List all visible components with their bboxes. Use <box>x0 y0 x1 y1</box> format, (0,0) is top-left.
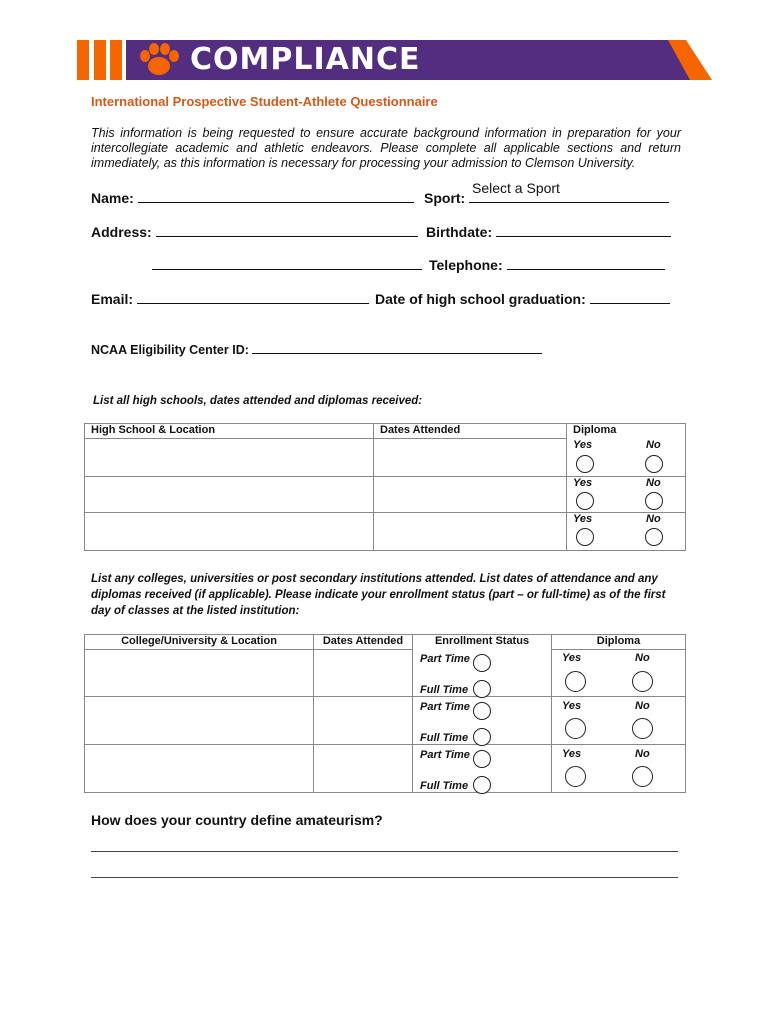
full-time-radio[interactable] <box>473 680 491 698</box>
diploma-no-radio[interactable] <box>632 766 653 787</box>
full-time-label: Full Time <box>420 732 469 744</box>
name-field[interactable] <box>138 190 414 203</box>
graduation-label: Date of high school graduation: <box>375 291 586 307</box>
address-row <box>91 224 418 240</box>
part-time-radio[interactable] <box>473 654 491 672</box>
intro-paragraph: This information is being requested to ensure accurate background information in preparation for your intercollegiate academic and athletic endeavors. Please complete all applicable sections and return immediately, as this information is necessary for processing your admission to Clemson University. <box>91 126 681 170</box>
college-table <box>84 634 686 793</box>
full-time-radio[interactable] <box>473 728 491 746</box>
yes-label: Yes <box>562 652 582 664</box>
address-label: Address: <box>91 224 152 240</box>
part-time-label: Part Time <box>420 701 470 713</box>
yes-label: Yes <box>562 748 582 760</box>
column-header: Enrollment Status <box>413 635 552 650</box>
yes-label: Yes <box>562 700 582 712</box>
diploma-yes-radio[interactable] <box>565 671 586 692</box>
form-title: International Prospective Student-Athlete Questionnaire <box>91 94 438 109</box>
header-stripe-3 <box>110 40 122 80</box>
high-school-table <box>84 423 686 551</box>
part-time-radio[interactable] <box>473 702 491 720</box>
address-line-2-row <box>152 257 422 273</box>
diploma-yes-radio[interactable] <box>576 528 594 546</box>
yes-label: Yes <box>573 477 593 489</box>
birthdate-row <box>426 224 671 240</box>
no-label: No <box>646 513 661 525</box>
amateurism-question: How does your country define amateurism? <box>91 812 383 828</box>
diploma-yes-radio[interactable] <box>576 492 594 510</box>
high-school-cell[interactable] <box>85 513 374 551</box>
diploma-no-radio[interactable] <box>645 528 663 546</box>
birthdate-field[interactable] <box>496 224 671 237</box>
high-school-cell[interactable] <box>85 439 374 477</box>
diploma-no-radio[interactable] <box>632 718 653 739</box>
amateurism-answer-line-2[interactable] <box>91 877 678 878</box>
ncaa-row <box>91 343 542 357</box>
part-time-label: Part Time <box>420 653 470 665</box>
header-stripe-1 <box>77 40 89 80</box>
dates-cell[interactable] <box>374 513 567 551</box>
amateurism-answer-line-1[interactable] <box>91 851 678 852</box>
header-banner-tail <box>660 40 712 80</box>
high-school-instruction: List all high schools, dates attended and diplomas received: <box>93 395 423 407</box>
birthdate-label: Birthdate: <box>426 224 493 240</box>
sport-label: Sport: <box>424 190 466 206</box>
banner-title: COMPLIANCE <box>190 42 421 77</box>
graduation-row <box>375 291 670 307</box>
column-header: Dates Attended <box>314 635 413 650</box>
college-instruction: List any colleges, universities or post secondary institutions attended. List dates of attendance and any diplomas received (if applicable). Please indicate your enrollment status (part – or full-time) as of the first day of classes at the listed institution: <box>91 573 666 617</box>
address-line-2-field[interactable] <box>152 257 422 270</box>
diploma-yes-radio[interactable] <box>565 718 586 739</box>
email-label: Email: <box>91 291 134 307</box>
column-header: Diploma <box>552 635 686 650</box>
no-label: No <box>646 439 661 451</box>
sport-select[interactable]: Select a Sport <box>472 180 560 196</box>
email-row <box>91 291 369 307</box>
diploma-no-radio[interactable] <box>645 455 663 473</box>
part-time-label: Part Time <box>420 749 470 761</box>
column-header: Dates Attended <box>374 424 567 439</box>
no-label: No <box>646 477 661 489</box>
email-field[interactable] <box>137 291 369 304</box>
yes-label: Yes <box>573 439 593 451</box>
full-time-label: Full Time <box>420 684 469 696</box>
dates-cell[interactable] <box>314 745 413 793</box>
no-label: No <box>635 748 650 760</box>
diploma-yes-radio[interactable] <box>565 766 586 787</box>
dates-cell[interactable] <box>374 477 567 513</box>
no-label: No <box>635 652 650 664</box>
name-row <box>91 190 414 206</box>
no-label: No <box>635 700 650 712</box>
dates-cell[interactable] <box>314 697 413 745</box>
dates-cell[interactable] <box>374 439 567 477</box>
column-header: College/University & Location <box>85 635 314 650</box>
ncaa-id-field[interactable] <box>252 343 542 354</box>
graduation-field[interactable] <box>590 291 670 304</box>
telephone-row <box>429 257 665 273</box>
part-time-radio[interactable] <box>473 750 491 768</box>
dates-cell[interactable] <box>314 650 413 697</box>
college-cell[interactable] <box>85 650 314 697</box>
address-field[interactable] <box>156 224 418 237</box>
high-school-cell[interactable] <box>85 477 374 513</box>
header-stripe-2 <box>94 40 106 80</box>
column-header: Diploma <box>567 424 686 439</box>
telephone-field[interactable] <box>507 257 665 270</box>
diploma-no-radio[interactable] <box>632 671 653 692</box>
column-header: High School & Location <box>85 424 374 439</box>
college-cell[interactable] <box>85 697 314 745</box>
name-label: Name: <box>91 190 134 206</box>
full-time-radio[interactable] <box>473 776 491 794</box>
diploma-no-radio[interactable] <box>645 492 663 510</box>
diploma-yes-radio[interactable] <box>576 455 594 473</box>
telephone-label: Telephone: <box>429 257 503 273</box>
college-cell[interactable] <box>85 745 314 793</box>
tiger-paw-logo-icon <box>136 42 182 78</box>
full-time-label: Full Time <box>420 780 469 792</box>
ncaa-label: NCAA Eligibility Center ID: <box>91 343 249 357</box>
yes-label: Yes <box>573 513 593 525</box>
